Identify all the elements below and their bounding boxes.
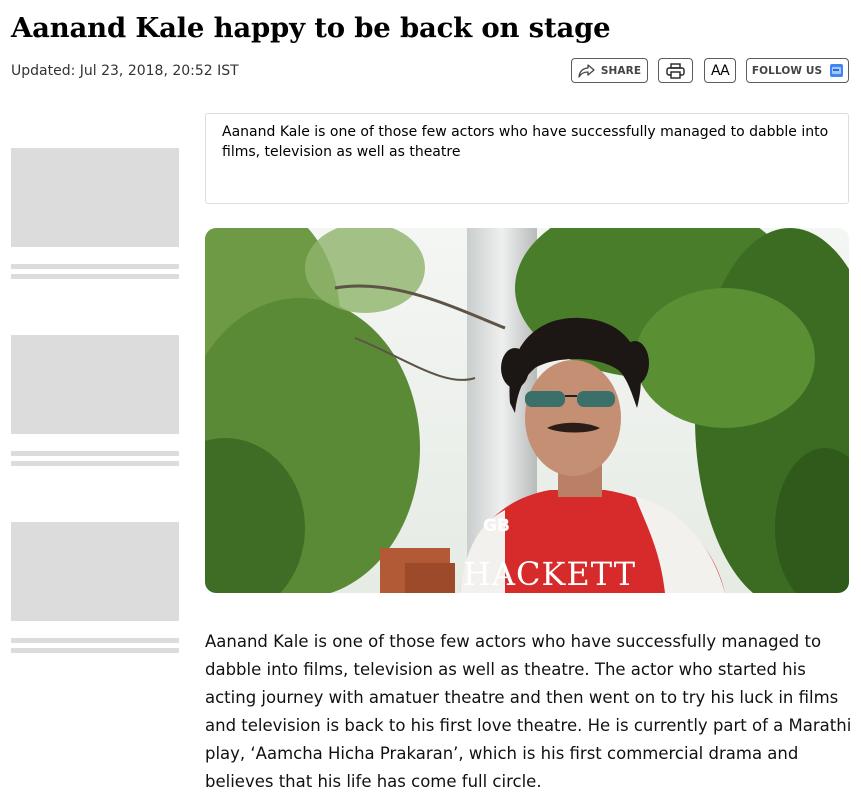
sidebar-placeholder-line xyxy=(11,274,179,279)
font-size-button[interactable] xyxy=(704,58,736,83)
article-synopsis: Aanand Kale is one of those few actors who have successfully managed to dabble into films, television as well as theatre xyxy=(222,124,829,160)
font-size-label: AA xyxy=(711,62,729,79)
shirt-brand-text: HACKETT xyxy=(463,555,637,593)
article-synopsis-box xyxy=(205,113,849,204)
sidebar-placeholder-line xyxy=(11,461,179,466)
printer-icon xyxy=(666,63,685,79)
print-button[interactable] xyxy=(658,58,693,83)
sidebar-placeholder-line xyxy=(11,264,179,269)
share-arrow-icon xyxy=(578,64,595,78)
sidebar-placeholder-image xyxy=(11,148,179,247)
updated-timestamp: Updated: Jul 23, 2018, 20:52 IST xyxy=(11,63,239,79)
sidebar-placeholder-image xyxy=(11,335,179,434)
sidebar-placeholder-line xyxy=(11,648,179,653)
sidebar-placeholder-line xyxy=(11,638,179,643)
share-label: SHARE xyxy=(600,64,642,77)
follow-us-button[interactable] xyxy=(746,58,849,83)
article-body: Aanand Kale is one of those few actors who have successfully managed to dabble into films, television as well as theatre. The actor who started his acting journey with amatuer theatre and then went on to try his luck in films and television is back to his first love theatre. He is currently part of a Marathi play, ‘Aamcha Hicha Prakaran’, which is his first commercial drama and believes that his life has come full circle. xyxy=(205,632,852,791)
shirt-badge-text: GB xyxy=(483,516,510,536)
sidebar-placeholder-line xyxy=(11,451,179,456)
google-news-icon xyxy=(830,64,843,77)
sidebar-placeholder-image xyxy=(11,522,179,621)
article-headline: Aanand Kale happy to be back on stage xyxy=(11,12,611,44)
article-photo xyxy=(205,228,849,593)
share-button[interactable] xyxy=(571,58,648,83)
follow-us-label: FOLLOW US xyxy=(751,64,823,77)
